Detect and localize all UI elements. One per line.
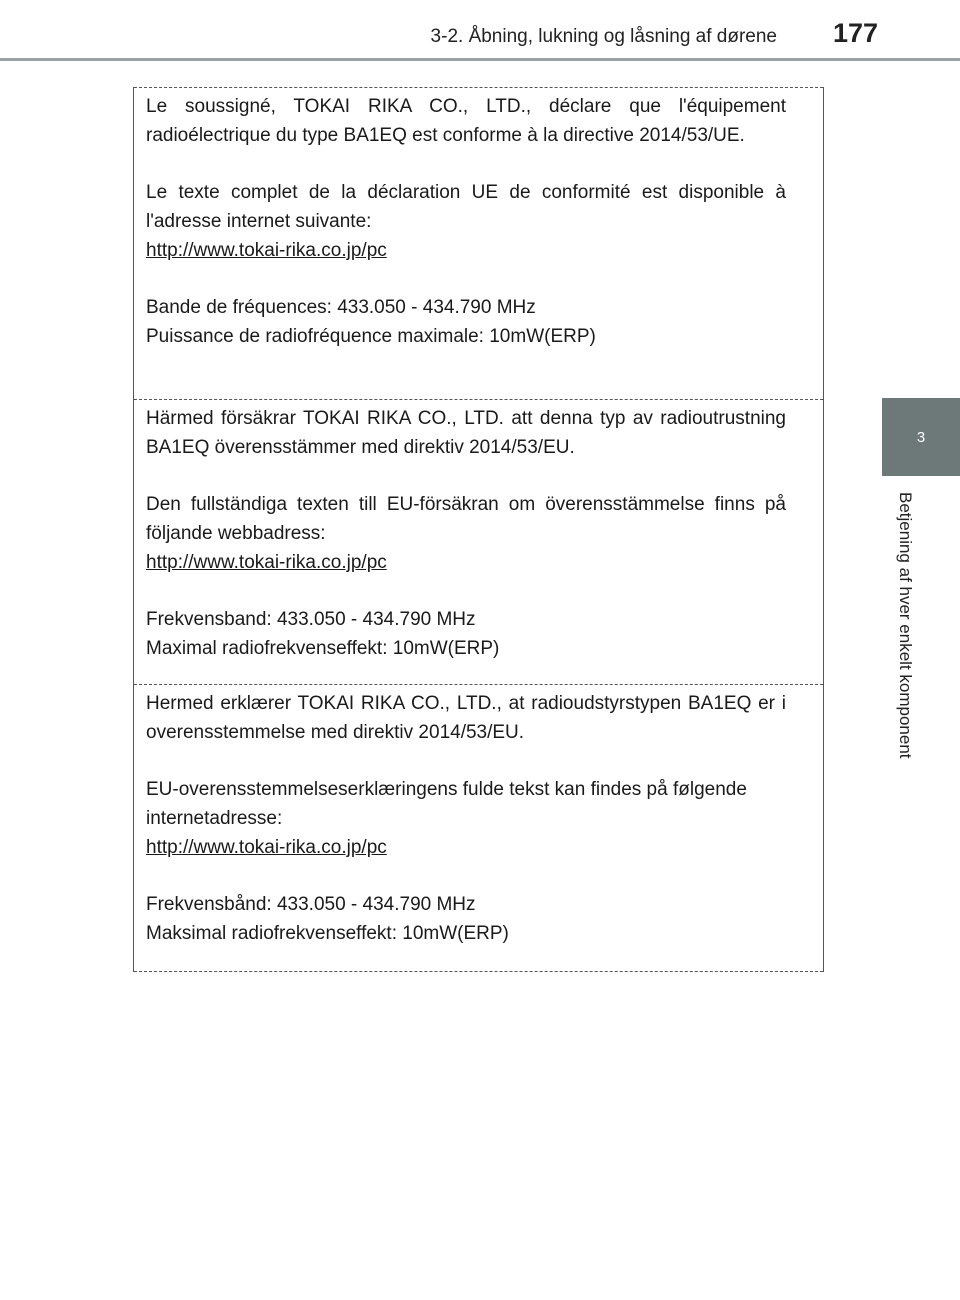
chapter-number: 3 [916,428,926,446]
frequency-band: Frekvensband: 433.050 - 434.790 MHz [146,609,476,630]
chapter-label: Betjening af hver enkelt komponent [896,492,915,759]
declaration-paragraph: Härmed försäkrar TOKAI RIKA CO., LTD. att denna typ av radioutrustning BA1EQ överensstämmer med direktiv 2014/53/EU. [146,408,786,458]
chapter-side-label [890,484,920,814]
declaration-swedish [134,399,823,684]
page-number: 177 [832,18,878,48]
max-power: Puissance de radiofréquence maximale: 10mW(ERP) [146,326,596,347]
declaration-link[interactable]: http://www.tokai-rika.co.jp/pc [146,837,387,858]
declaration-danish [134,684,823,972]
declaration-french [134,87,823,399]
max-power: Maximal radiofrekvenseffekt: 10mW(ERP) [146,638,500,659]
frequency-band: Frekvensbånd: 433.050 - 434.790 MHz [146,894,476,915]
declaration-link[interactable]: http://www.tokai-rika.co.jp/pc [146,552,387,573]
chapter-tab [882,398,960,476]
frequency-band: Bande de fréquences: 433.050 - 434.790 MHz [146,297,536,318]
section-title: 3-2. Åbning, lukning og låsning af dørene [430,26,777,47]
availability-paragraph: Den fullständiga texten till EU-försäkran om överensstämmelse finns på följande webbadress: [146,494,786,544]
header-rule [0,58,960,61]
availability-paragraph: EU-overensstemmelseserklæringens fulde tekst kan findes på følgende internetadresse: [146,779,747,829]
availability-paragraph: Le texte complet de la déclaration UE de conformité est disponible à l'adresse internet suivante: [146,182,786,232]
declaration-box [133,87,824,972]
declaration-paragraph: Le soussigné, TOKAI RIKA CO., LTD., déclare que l'équipement radioélectrique du type BA1EQ est conforme à la directive 2014/53/UE. [146,96,786,146]
max-power: Maksimal radiofrekvenseffekt: 10mW(ERP) [146,923,509,944]
declaration-link[interactable]: http://www.tokai-rika.co.jp/pc [146,240,387,261]
declaration-paragraph: Hermed erklærer TOKAI RIKA CO., LTD., at radioudstyrstypen BA1EQ er i overensstemmelse med direktiv 2014/53/EU. [146,693,786,743]
